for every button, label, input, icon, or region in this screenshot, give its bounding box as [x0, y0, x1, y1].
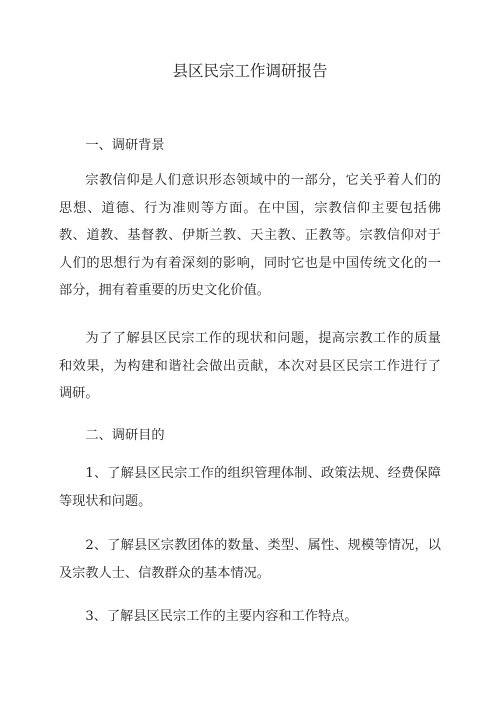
section-heading-objectives: 二、调研目的	[85, 428, 165, 443]
objective-item-3: 3、了解县区民宗工作的主要内容和工作特点。	[85, 609, 358, 624]
objective-item-2: 2、了解县区宗教团体的数量、类型、属性、规模等情况，以及宗教人士、信教群众的基本情况。	[59, 538, 441, 581]
paragraph-background-purpose: 为了了解县区民宗工作的现状和问题，提高宗教工作的质量和效果，为构建和谐社会做出贡献，本次对县区民宗工作进行了调研。	[59, 331, 441, 401]
section-heading-background: 一、调研背景	[85, 138, 165, 153]
document-title: 县区民宗工作调研报告	[172, 62, 328, 80]
objective-item-1: 1、了解县区民宗工作的组织管理体制、政策法规、经费保障等现状和问题。	[59, 466, 441, 509]
paragraph-background-religion: 宗教信仰是人们意识形态领域中的一部分，它关乎着人们的思想、道德、行为准则等方面。在中国，宗教信仰主要包括佛教、道教、基督教、伊斯兰教、天主教、正教等。宗教信仰对于人们的思想行为有着深刻的影响，同时它也是中国传统文化的一部分，拥有着重要的历史文化价值。	[59, 173, 441, 298]
